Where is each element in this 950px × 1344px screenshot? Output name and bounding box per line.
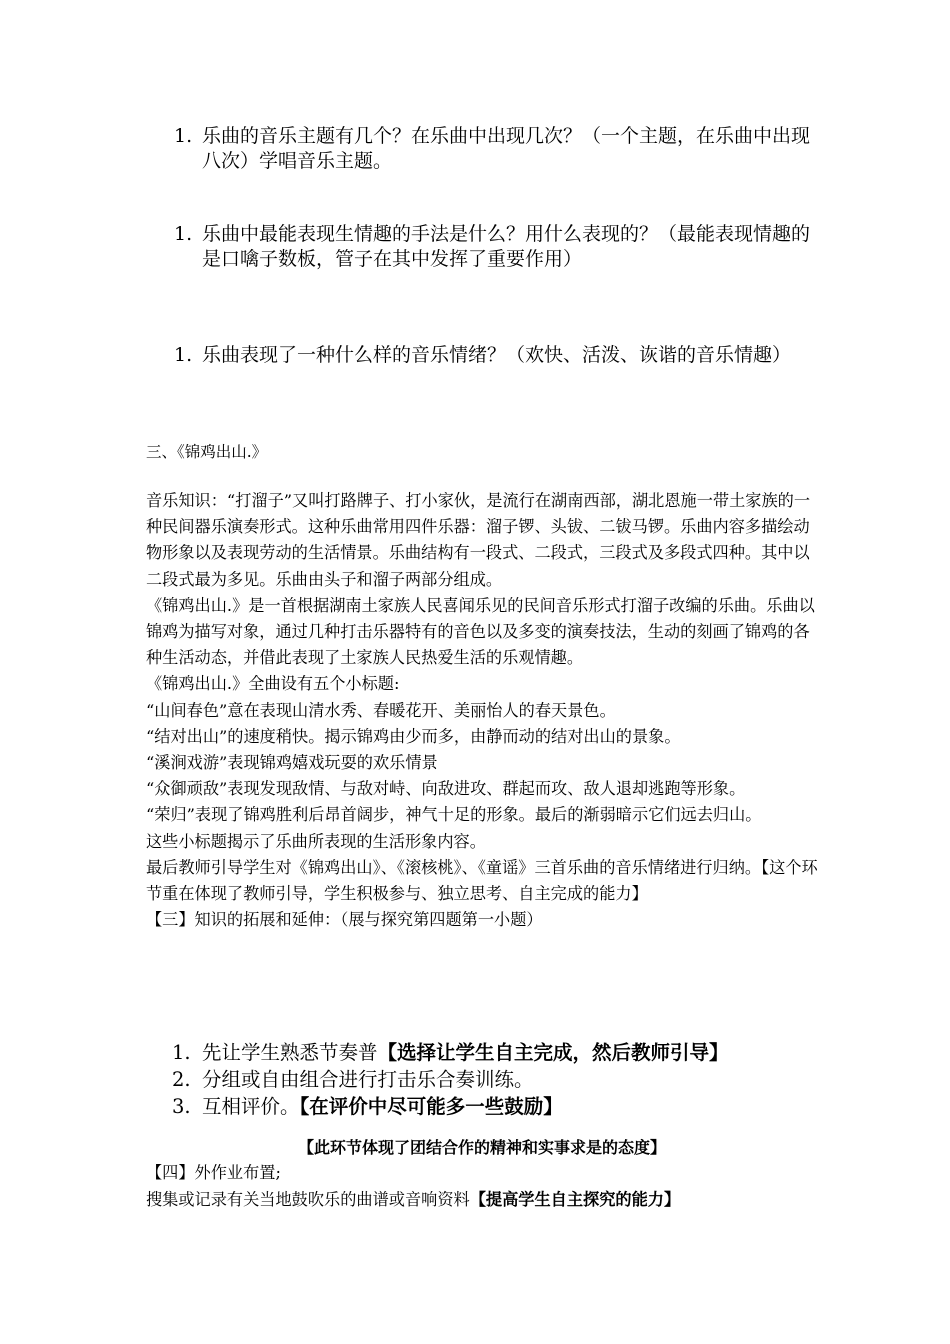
question-2 — [174, 222, 814, 272]
paragraph-subtitle-1: “山间春色”意在表现山清水秀、春暖花开、美丽怡人的春天景色。 — [146, 700, 616, 720]
step-3-text: 互相评价。 — [202, 1095, 300, 1118]
paragraph-subtitle-3: “溪涧戏游”表现锦鸡嬉戏玩耍的欢乐情景 — [146, 753, 438, 773]
paragraph-subtitle-5: “荣归”表现了锦鸡胜利后昂首阔步，神气十足的形象。最后的渐弱暗示它们远去归山。 — [146, 805, 762, 825]
question-1-number: 1. — [174, 125, 193, 147]
step-1-number: 1. — [172, 1041, 191, 1064]
step-2-text: 分组或自由组合进行打击乐合奏训练。 — [202, 1068, 534, 1091]
homework-section — [146, 1160, 826, 1213]
body-text — [146, 488, 818, 933]
step-3 — [172, 1093, 822, 1120]
question-3-text: 乐曲表现了一种什么样的音乐情绪？（欢快、活泼、诙谐的音乐情趣） — [202, 344, 792, 366]
question-2-number: 1. — [174, 223, 193, 245]
paragraph-summary: 这些小标题揭示了乐曲所表现的生活形象内容。 — [146, 831, 486, 851]
paragraph-subtitle-2: “结对出山”的速度稍快。揭示锦鸡由少而多，由静而动的结对出山的景象。 — [146, 726, 681, 746]
step-1-note: 【选择让学生自主完成，然后教师引导】 — [377, 1041, 729, 1064]
question-3-number: 1. — [174, 344, 193, 366]
paragraph-introduction: 《锦鸡出山.》是一首根据湖南土家族人民喜闻乐见的民间音乐形式打溜子改编的乐曲。乐曲以锦鸡为描写对象，通过几种打击乐器特有的音色以及多变的演奏技法，生动的刻画了锦鸡的各种生活动态，并借此表现了土家族人民热爱生活的乐观情趣。 — [146, 595, 815, 668]
step-2 — [172, 1066, 822, 1093]
step-1-text: 先让学生熟悉节奏普 — [202, 1041, 378, 1064]
step-3-number: 3. — [172, 1095, 191, 1118]
homework-note: 【提高学生自主探究的能力】 — [469, 1189, 681, 1209]
homework-text: 搜集或记录有关当地鼓吹乐的曲谱或音响资料 — [146, 1189, 470, 1209]
question-2-text: 乐曲中最能表现生情趣的手法是什么？用什么表现的？（最能表现情趣的是口噙子数板，管子在其中发挥了重要作用） — [202, 223, 811, 270]
teamwork-note: 【此环节体现了团结合作的精神和实事求是的态度】 — [297, 1138, 666, 1157]
extension-steps — [172, 1039, 822, 1120]
question-1-text: 乐曲的音乐主题有几个？在乐曲中出现几次？（一个主题，在乐曲中出现八次）学唱音乐主题。 — [202, 125, 811, 172]
paragraph-music-knowledge: 音乐知识：“打溜子”又叫打路牌子、打小家伙，是流行在湖南西部，湖北恩施一带土家族的一种民间器乐演奏形式。这种乐曲常用四件乐器：溜子锣、头钹、二钹马锣。乐曲内容多描绘动物形象以及表现劳动的生活情景。乐曲结构有一段式、二段式，三段式及多段式四种。其中以二段式最为多见。乐曲由头子和溜子两部分组成。 — [146, 491, 811, 589]
section-heading: 三、《锦鸡出山.》 — [146, 443, 268, 461]
homework-line — [146, 1187, 826, 1214]
step-1 — [172, 1039, 822, 1066]
paragraph-subtitles-intro: 《锦鸡出山.》全曲设有五个小标题: — [146, 674, 400, 694]
step-2-number: 2. — [172, 1068, 191, 1091]
question-3 — [174, 343, 814, 368]
question-1 — [174, 124, 814, 174]
step-3-note: 【在评价中尽可能多一些鼓励】 — [299, 1095, 563, 1118]
paragraph-subtitle-4: “众御顽敌”表现发现敌情、与敌对峙、向敌进攻、群起而攻、敌人退却逃跑等形象。 — [146, 779, 746, 799]
paragraph-teacher-guide: 最后教师引导学生对《锦鸡出山》、《滚核桃》、《童谣》三首乐曲的音乐情绪进行归纳。【这个环节重在体现了教师引导，学生积极参与、独立思考、自主完成的能力】 — [146, 857, 818, 904]
paragraph-extension-heading: 【三】知识的拓展和延伸：（展与探究第四题第一小题） — [146, 910, 543, 930]
homework-heading: 【四】外作业布置; — [146, 1163, 281, 1182]
